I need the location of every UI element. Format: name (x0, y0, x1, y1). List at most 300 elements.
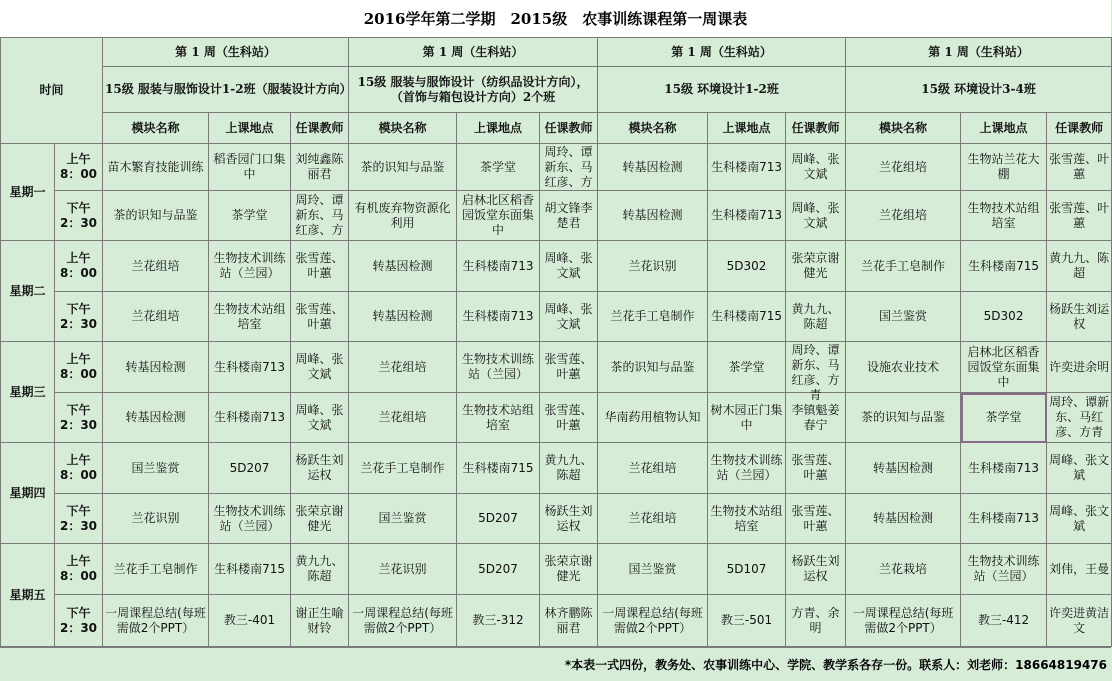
teacher-cell-text: 黄九九、陈超 (544, 453, 593, 482)
teacher-cell-text: 周玲、谭新东、马红彦、方青 (791, 343, 840, 402)
location-cell[interactable] (961, 595, 1047, 647)
header-row-weeks (1, 38, 1112, 67)
location-cell-text: 5D207 (478, 511, 518, 525)
teacher-cell-text: 许奕进黄洁文 (1049, 605, 1110, 635)
module-cell[interactable] (598, 241, 708, 292)
location-cell-text: 生科楼南713 (214, 359, 285, 374)
teacher-cell-text: 方青、余明 (791, 605, 840, 635)
module-cell[interactable] (103, 595, 209, 647)
teacher-cell-text: 杨跃生刘运权 (544, 503, 593, 533)
location-cell-text: 稻香园门口集中 (213, 152, 286, 181)
location-cell[interactable] (457, 443, 540, 494)
module-cell[interactable] (598, 544, 708, 595)
module-cell-text: 有机废弃物资源化利用 (354, 200, 451, 230)
teacher-cell-text: 许奕进余明 (1049, 359, 1110, 374)
location-cell-text: 5D207 (478, 561, 518, 576)
location-cell[interactable] (961, 494, 1047, 544)
period-name: 上午 (66, 152, 91, 166)
module-cell-text: 一周课程总结(每班需做2个PPT） (105, 605, 206, 635)
module-cell[interactable] (103, 443, 209, 494)
location-cell-text: 茶学堂 (231, 208, 268, 222)
period-time: 2：30 (59, 316, 98, 331)
module-cell-text: 苗木繁育技能训练 (107, 159, 204, 174)
module-cell-text: 国兰鉴赏 (131, 460, 180, 475)
column-header: 任课教师 (1047, 113, 1112, 144)
teacher-cell-text: 李镇魁姜春宁 (791, 402, 840, 432)
teacher-cell[interactable] (540, 595, 598, 647)
location-cell-text: 生科楼南713 (968, 511, 1040, 525)
location-cell-text: 生科楼南713 (711, 208, 782, 222)
header-row-columns (1, 113, 1112, 144)
location-cell[interactable] (457, 342, 540, 393)
module-cell-text: 茶的识知与品鉴 (113, 208, 198, 222)
module-cell[interactable] (103, 241, 209, 292)
column-header: 模块名称 (349, 113, 457, 144)
location-cell[interactable] (961, 443, 1047, 494)
teacher-cell-text: 杨跃生刘运权 (791, 554, 840, 583)
period-label (55, 292, 103, 342)
teacher-cell[interactable] (1047, 393, 1112, 443)
module-cell-text: 兰花手工皂制作 (861, 258, 946, 273)
teacher-cell[interactable] (1047, 595, 1112, 647)
module-cell-text: 兰花组培 (378, 410, 427, 424)
period-name: 下午 (66, 301, 91, 316)
location-cell-text: 生科楼南715 (462, 460, 534, 475)
teacher-cell-text: 张雪莲、叶蕙 (295, 251, 344, 280)
module-cell[interactable] (846, 443, 961, 494)
teacher-cell[interactable] (1047, 292, 1112, 342)
period-time: 8：00 (59, 266, 98, 280)
module-cell[interactable] (598, 342, 708, 393)
location-cell-text: 生物技术训练站（兰园） (462, 352, 535, 381)
teacher-cell-text: 张雪莲、叶蕙 (544, 352, 593, 381)
teacher-cell-text: 黄九九、陈超 (295, 554, 344, 583)
module-cell[interactable] (103, 544, 209, 595)
teacher-cell[interactable] (291, 292, 349, 342)
teacher-cell-text: 张荣京谢健光 (544, 554, 593, 583)
location-cell[interactable] (708, 443, 786, 494)
teacher-cell-text: 刘伟，王曼 (1049, 561, 1110, 576)
location-cell-text: 教三-312 (472, 613, 524, 627)
module-cell[interactable] (349, 544, 457, 595)
teacher-cell[interactable] (540, 443, 598, 494)
location-cell[interactable] (209, 595, 291, 647)
location-cell[interactable] (209, 241, 291, 292)
teacher-cell-text: 张雪莲、叶蕙 (791, 503, 840, 533)
teacher-cell-text: 张雪莲、叶蕙 (1049, 200, 1110, 230)
teacher-cell-text: 周峰、张文斌 (295, 402, 344, 432)
location-cell[interactable] (961, 191, 1047, 241)
period-name: 上午 (66, 453, 91, 467)
module-cell-text: 兰花识别 (378, 561, 427, 576)
teacher-cell[interactable] (540, 393, 598, 443)
module-cell-text: 转基因检测 (622, 208, 683, 222)
module-cell[interactable] (103, 494, 209, 544)
location-cell[interactable] (209, 544, 291, 595)
period-name: 上午 (66, 352, 91, 366)
location-cell[interactable] (961, 393, 1047, 443)
teacher-cell[interactable] (540, 544, 598, 595)
period-row (1, 342, 1112, 393)
teacher-cell[interactable] (786, 191, 846, 241)
location-cell[interactable] (961, 292, 1047, 342)
teacher-cell[interactable] (291, 494, 349, 544)
week-header: 第 1 周（生科站） (846, 38, 1112, 67)
day-label: 星期三 (1, 342, 55, 443)
location-cell-text: 生物技术站组培室 (462, 402, 535, 432)
location-cell-text: 茶学堂 (985, 410, 1022, 424)
time-header: 时间 (1, 38, 103, 144)
teacher-cell-text: 张雪莲、叶蕙 (1049, 152, 1110, 181)
teacher-cell[interactable] (1047, 191, 1112, 241)
module-cell[interactable] (598, 144, 708, 191)
location-cell-text: 生科楼南715 (968, 258, 1040, 273)
location-cell[interactable] (209, 191, 291, 241)
location-cell[interactable] (209, 393, 291, 443)
module-cell[interactable] (349, 393, 457, 443)
teacher-cell[interactable] (291, 393, 349, 443)
module-cell[interactable] (349, 443, 457, 494)
teacher-cell-text: 周玲、谭新东、马红彦、方青 (1049, 395, 1110, 439)
location-cell[interactable] (708, 191, 786, 241)
module-cell[interactable] (349, 292, 457, 342)
location-cell-text: 生科楼南713 (462, 309, 534, 323)
module-cell-text: 兰花识别 (131, 511, 180, 525)
period-name: 上午 (66, 251, 91, 265)
module-cell[interactable] (598, 595, 708, 647)
teacher-cell-text: 刘纯鑫陈丽君 (295, 152, 344, 181)
column-header: 任课教师 (786, 113, 846, 144)
location-cell-text: 教三-501 (720, 613, 773, 627)
teacher-cell[interactable] (540, 144, 598, 191)
period-time: 2：30 (59, 620, 98, 635)
location-cell[interactable] (457, 393, 540, 443)
teacher-cell-text: 张荣京谢健光 (791, 251, 840, 280)
class-header: 15级 环境设计1-2班 (598, 67, 846, 113)
period-label (55, 494, 103, 544)
teacher-cell-text: 胡文锋李楚君 (544, 200, 593, 230)
period-label (55, 443, 103, 494)
location-cell[interactable] (209, 292, 291, 342)
location-cell[interactable] (209, 494, 291, 544)
teacher-cell[interactable] (540, 342, 598, 393)
module-cell[interactable] (846, 595, 961, 647)
module-cell-text: 茶的识知与品鉴 (610, 359, 695, 374)
location-cell-text: 生物技术站组培室 (710, 503, 783, 533)
location-cell-text: 茶学堂 (728, 359, 765, 374)
module-cell[interactable] (349, 342, 457, 393)
location-cell[interactable] (209, 144, 291, 191)
module-cell-text: 转基因检测 (372, 258, 433, 273)
teacher-cell[interactable] (540, 191, 598, 241)
teacher-cell[interactable] (786, 241, 846, 292)
teacher-cell[interactable] (540, 241, 598, 292)
teacher-cell[interactable] (291, 241, 349, 292)
location-cell-text: 生物站兰花大棚 (967, 152, 1040, 181)
column-header: 模块名称 (103, 113, 209, 144)
module-cell[interactable] (846, 544, 961, 595)
teacher-cell[interactable] (291, 342, 349, 393)
location-cell-text: 生科楼南715 (711, 309, 782, 323)
period-time: 8：00 (59, 367, 98, 381)
teacher-cell-text: 张雪莲、叶蕙 (791, 453, 840, 482)
module-cell-text: 转基因检测 (372, 309, 433, 323)
period-label (55, 191, 103, 241)
day-label: 星期一 (1, 144, 55, 241)
location-cell[interactable] (457, 494, 540, 544)
location-cell[interactable] (708, 342, 786, 393)
location-cell-text: 生物技术站组培室 (213, 301, 286, 331)
teacher-cell-text: 周峰、张文斌 (1049, 503, 1110, 533)
module-cell[interactable] (598, 191, 708, 241)
location-cell-text: 生物技术训练站（兰园） (710, 453, 783, 482)
module-cell-text: 国兰鉴赏 (378, 511, 427, 525)
teacher-cell-text: 周峰、张文斌 (544, 301, 593, 331)
module-cell[interactable] (846, 292, 961, 342)
period-name: 下午 (66, 402, 91, 417)
period-time: 2：30 (59, 215, 98, 230)
location-cell[interactable] (708, 494, 786, 544)
column-header: 上课地点 (961, 113, 1047, 144)
module-cell-text: 兰花组培 (879, 159, 928, 174)
module-cell-text: 转基因检测 (873, 511, 934, 525)
module-cell[interactable] (846, 191, 961, 241)
module-cell-text: 兰花组培 (378, 359, 427, 374)
teacher-cell[interactable] (291, 443, 349, 494)
teacher-cell[interactable] (1047, 241, 1112, 292)
period-row (1, 191, 1112, 241)
teacher-cell[interactable] (291, 544, 349, 595)
location-cell-text: 生物技术训练站（兰园） (213, 503, 286, 533)
teacher-cell[interactable] (540, 292, 598, 342)
period-name: 下午 (66, 503, 91, 518)
module-cell-text: 兰花识别 (628, 258, 677, 273)
column-header: 上课地点 (209, 113, 291, 144)
period-label (55, 544, 103, 595)
teacher-cell-text: 周峰、张文斌 (1049, 453, 1110, 482)
module-cell-text: 国兰鉴赏 (879, 309, 928, 323)
period-label (55, 342, 103, 393)
module-cell[interactable] (846, 393, 961, 443)
day-label: 星期五 (1, 544, 55, 647)
teacher-cell[interactable] (786, 292, 846, 342)
module-cell-text: 兰花组培 (131, 258, 180, 273)
module-cell-text: 转基因检测 (873, 460, 934, 475)
location-cell[interactable] (708, 393, 786, 443)
location-cell-text: 茶学堂 (480, 159, 517, 174)
module-cell[interactable] (103, 393, 209, 443)
period-row (1, 241, 1112, 292)
module-cell[interactable] (103, 144, 209, 191)
module-cell-text: 转基因检测 (125, 410, 186, 424)
week-header: 第 1 周（生科站） (349, 38, 598, 67)
column-header: 模块名称 (598, 113, 708, 144)
period-label (55, 144, 103, 191)
column-header: 任课教师 (540, 113, 598, 144)
module-cell-text: 兰花手工皂制作 (610, 309, 695, 323)
module-cell[interactable] (103, 292, 209, 342)
period-time: 8：00 (59, 569, 98, 583)
teacher-cell-text: 周峰、张文斌 (544, 251, 593, 280)
teacher-cell-text: 周玲、谭新东、马红彦、方 (295, 193, 344, 237)
location-cell[interactable] (457, 544, 540, 595)
module-cell[interactable] (846, 144, 961, 191)
teacher-cell-text: 张荣京谢健光 (295, 503, 344, 533)
module-cell[interactable] (598, 393, 708, 443)
module-cell-text: 兰花组培 (628, 511, 677, 525)
module-cell-text: 兰花栽培 (879, 561, 928, 576)
module-cell-text: 转基因检测 (622, 159, 683, 174)
location-cell-text: 生科楼南713 (968, 460, 1040, 475)
teacher-cell[interactable] (786, 342, 846, 402)
teacher-cell-text: 黄九九、陈超 (1049, 251, 1110, 280)
module-cell[interactable] (349, 595, 457, 647)
location-cell-text: 启林北区稻香园饭堂东面集中 (967, 344, 1040, 389)
module-cell[interactable] (846, 494, 961, 544)
module-cell-text: 兰花组培 (879, 208, 928, 222)
location-cell-text: 树木园正门集中 (710, 402, 783, 432)
location-cell-text: 5D107 (726, 561, 767, 576)
location-cell[interactable] (457, 241, 540, 292)
header-row-classes (1, 67, 1112, 113)
location-cell-text: 生科楼南713 (711, 159, 782, 174)
module-cell[interactable] (349, 241, 457, 292)
teacher-cell-text: 周峰、张文斌 (791, 200, 840, 230)
module-cell-text: 一周课程总结(每班需做2个PPT） (852, 605, 954, 635)
column-header: 任课教师 (291, 113, 349, 144)
period-row (1, 595, 1112, 647)
location-cell[interactable] (961, 241, 1047, 292)
teacher-cell[interactable] (1047, 494, 1112, 544)
teacher-cell[interactable] (786, 494, 846, 544)
period-label (55, 595, 103, 647)
location-cell-text: 5D207 (229, 460, 270, 475)
teacher-cell[interactable] (786, 144, 846, 191)
module-cell-text: 兰花手工皂制作 (360, 460, 445, 475)
location-cell[interactable] (961, 544, 1047, 595)
location-cell-text: 生物技术站组培室 (967, 200, 1040, 230)
period-row (1, 292, 1112, 342)
week-header: 第 1 周（生科站） (103, 38, 349, 67)
location-cell[interactable] (708, 144, 786, 191)
location-cell-text: 启林北区稻香园饭堂东面集中 (462, 193, 535, 237)
location-cell[interactable] (457, 595, 540, 647)
period-name: 下午 (66, 605, 91, 620)
teacher-cell[interactable] (786, 595, 846, 647)
period-row (1, 144, 1112, 191)
period-row (1, 393, 1112, 443)
location-cell-text: 生科楼南713 (462, 258, 534, 273)
teacher-cell[interactable] (291, 191, 349, 241)
module-cell[interactable] (846, 241, 961, 292)
module-cell[interactable] (349, 144, 457, 191)
module-cell-text: 兰花组培 (131, 309, 180, 323)
location-cell-text: 教三-401 (223, 613, 276, 627)
period-name: 下午 (66, 200, 91, 215)
teacher-cell[interactable] (1047, 144, 1112, 191)
location-cell[interactable] (457, 292, 540, 342)
location-cell[interactable] (457, 191, 540, 241)
teacher-cell[interactable] (291, 595, 349, 647)
module-cell[interactable] (103, 342, 209, 393)
teacher-cell[interactable] (786, 544, 846, 595)
period-name: 上午 (66, 554, 91, 568)
period-row (1, 544, 1112, 595)
module-cell[interactable] (598, 292, 708, 342)
teacher-cell[interactable] (291, 144, 349, 191)
period-row (1, 494, 1112, 544)
footer-note: *本表一式四份，教务处、农事训练中心、学院、教学系各存一份。联系人：刘老师：18664819476 (0, 647, 1111, 681)
module-cell-text: 一周课程总结(每班需做2个PPT） (352, 605, 453, 635)
location-cell[interactable] (961, 144, 1047, 191)
teacher-cell-text: 杨跃生刘运权 (295, 453, 344, 482)
module-cell[interactable] (598, 494, 708, 544)
teacher-cell[interactable] (540, 494, 598, 544)
day-label: 星期二 (1, 241, 55, 342)
period-time: 8：00 (59, 468, 98, 482)
teacher-cell-text: 张雪莲、叶蕙 (295, 301, 344, 331)
location-cell[interactable] (708, 241, 786, 292)
class-header: 15级 服装与服饰设计（纺织品设计方向），（首饰与箱包设计方向）2个班 (349, 67, 598, 113)
module-cell-text: 兰花组培 (628, 460, 677, 475)
location-cell[interactable] (708, 544, 786, 595)
schedule-table (0, 37, 1112, 647)
module-cell[interactable] (103, 191, 209, 241)
class-header: 15级 服装与服饰设计1-2班（服装设计方向） (103, 67, 349, 113)
location-cell-text: 生物技术训练站（兰园） (967, 554, 1040, 583)
location-cell[interactable] (961, 342, 1047, 393)
teacher-cell[interactable] (1047, 544, 1112, 595)
module-cell[interactable] (349, 191, 457, 241)
teacher-cell[interactable] (1047, 342, 1112, 393)
location-cell[interactable] (457, 144, 540, 191)
teacher-cell-text: 林齐鹏陈丽君 (544, 605, 593, 635)
module-cell-text: 华南药用植物认知 (604, 410, 701, 424)
period-label (55, 241, 103, 292)
location-cell-text: 生科楼南713 (214, 410, 285, 424)
period-time: 8：00 (59, 167, 98, 181)
location-cell[interactable] (209, 443, 291, 494)
location-cell-text: 生科楼南715 (214, 561, 285, 576)
column-header: 上课地点 (708, 113, 786, 144)
period-label (55, 393, 103, 443)
module-cell-text: 兰花手工皂制作 (113, 561, 198, 576)
module-cell-text: 一周课程总结(每班需做2个PPT） (602, 605, 703, 635)
module-cell[interactable] (846, 342, 961, 393)
page-title: 2016学年第二学期 2015级 农事训练课程第一周课表 (0, 0, 1111, 38)
location-cell[interactable] (708, 595, 786, 647)
module-cell[interactable] (598, 443, 708, 494)
teacher-cell-text: 周玲、谭新东、马红彦、方 (544, 144, 593, 189)
module-cell-text: 茶的识知与品鉴 (360, 159, 445, 174)
location-cell-text: 教三-412 (977, 613, 1030, 627)
teacher-cell-text: 谢正生喻财铃 (295, 605, 344, 635)
period-time: 2：30 (59, 417, 98, 432)
location-cell[interactable] (708, 292, 786, 342)
location-cell[interactable] (209, 342, 291, 393)
day-label: 星期四 (1, 443, 55, 544)
teacher-cell[interactable] (1047, 443, 1112, 494)
teacher-cell-text: 张雪莲、叶蕙 (544, 402, 593, 432)
column-header: 上课地点 (457, 113, 540, 144)
period-row (1, 443, 1112, 494)
week-header: 第 1 周（生科站） (598, 38, 846, 67)
module-cell[interactable] (349, 494, 457, 544)
teacher-cell[interactable] (786, 443, 846, 494)
column-header: 模块名称 (846, 113, 961, 144)
location-cell-text: 5D302 (726, 258, 767, 273)
teacher-cell-text: 杨跃生刘运权 (1049, 301, 1110, 331)
